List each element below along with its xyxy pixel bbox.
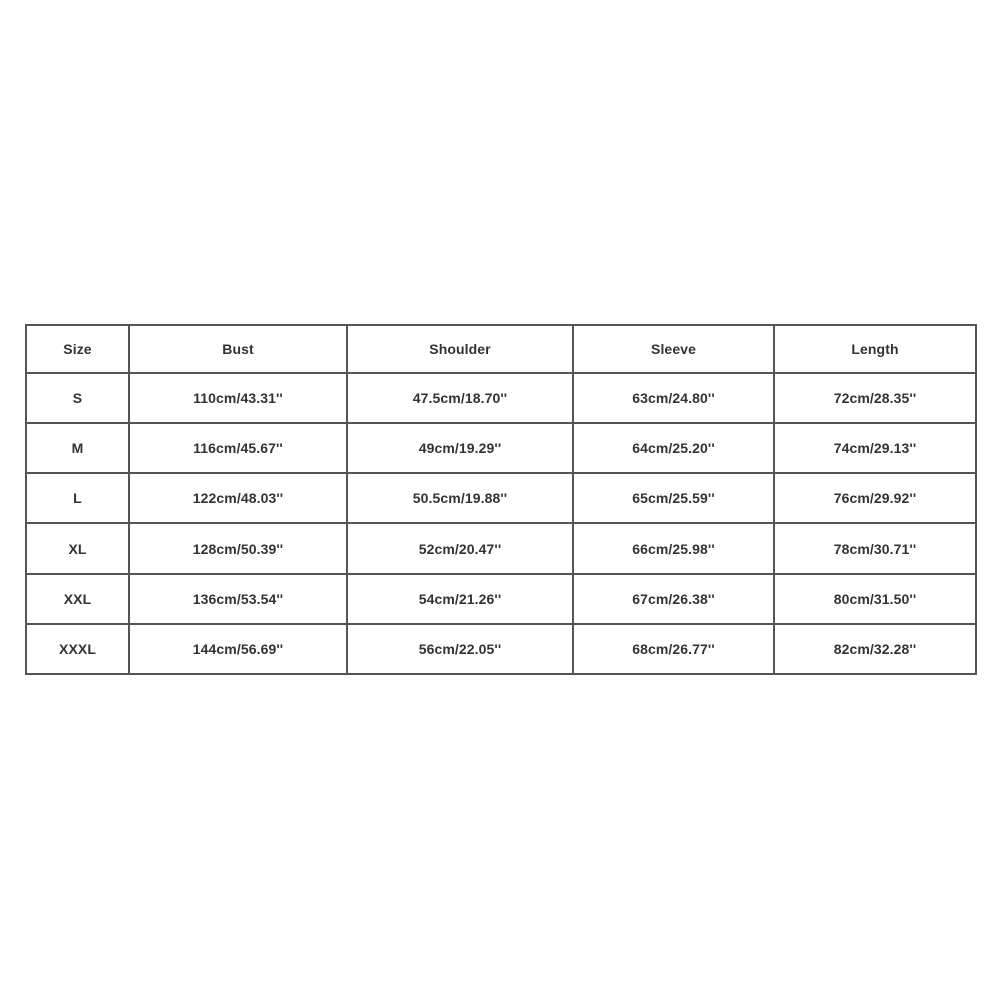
bust-cell: 144cm/56.69'' bbox=[129, 624, 347, 674]
length-cell: 80cm/31.50'' bbox=[774, 574, 976, 624]
table-row bbox=[26, 624, 976, 674]
size-chart-table bbox=[25, 324, 977, 675]
header-bust: Bust bbox=[129, 325, 347, 373]
bust-cell: 136cm/53.54'' bbox=[129, 574, 347, 624]
length-cell: 76cm/29.92'' bbox=[774, 473, 976, 523]
size-cell: L bbox=[26, 473, 129, 523]
size-cell: S bbox=[26, 373, 129, 423]
size-cell: XL bbox=[26, 523, 129, 573]
size-cell: XXL bbox=[26, 574, 129, 624]
header-size: Size bbox=[26, 325, 129, 373]
table-row bbox=[26, 423, 976, 473]
table-row bbox=[26, 523, 976, 573]
bust-cell: 116cm/45.67'' bbox=[129, 423, 347, 473]
bust-cell: 128cm/50.39'' bbox=[129, 523, 347, 573]
sleeve-cell: 64cm/25.20'' bbox=[573, 423, 774, 473]
size-cell: M bbox=[26, 423, 129, 473]
sleeve-cell: 66cm/25.98'' bbox=[573, 523, 774, 573]
header-length: Length bbox=[774, 325, 976, 373]
length-cell: 72cm/28.35'' bbox=[774, 373, 976, 423]
shoulder-cell: 54cm/21.26'' bbox=[347, 574, 573, 624]
bust-cell: 110cm/43.31'' bbox=[129, 373, 347, 423]
table-row bbox=[26, 574, 976, 624]
shoulder-cell: 47.5cm/18.70'' bbox=[347, 373, 573, 423]
length-cell: 82cm/32.28'' bbox=[774, 624, 976, 674]
length-cell: 74cm/29.13'' bbox=[774, 423, 976, 473]
shoulder-cell: 56cm/22.05'' bbox=[347, 624, 573, 674]
length-cell: 78cm/30.71'' bbox=[774, 523, 976, 573]
sleeve-cell: 67cm/26.38'' bbox=[573, 574, 774, 624]
sleeve-cell: 68cm/26.77'' bbox=[573, 624, 774, 674]
bust-cell: 122cm/48.03'' bbox=[129, 473, 347, 523]
header-shoulder: Shoulder bbox=[347, 325, 573, 373]
shoulder-cell: 52cm/20.47'' bbox=[347, 523, 573, 573]
sleeve-cell: 63cm/24.80'' bbox=[573, 373, 774, 423]
sleeve-cell: 65cm/25.59'' bbox=[573, 473, 774, 523]
table-row bbox=[26, 473, 976, 523]
shoulder-cell: 49cm/19.29'' bbox=[347, 423, 573, 473]
header-sleeve: Sleeve bbox=[573, 325, 774, 373]
shoulder-cell: 50.5cm/19.88'' bbox=[347, 473, 573, 523]
table-row bbox=[26, 373, 976, 423]
header-row bbox=[26, 325, 976, 373]
size-cell: XXXL bbox=[26, 624, 129, 674]
